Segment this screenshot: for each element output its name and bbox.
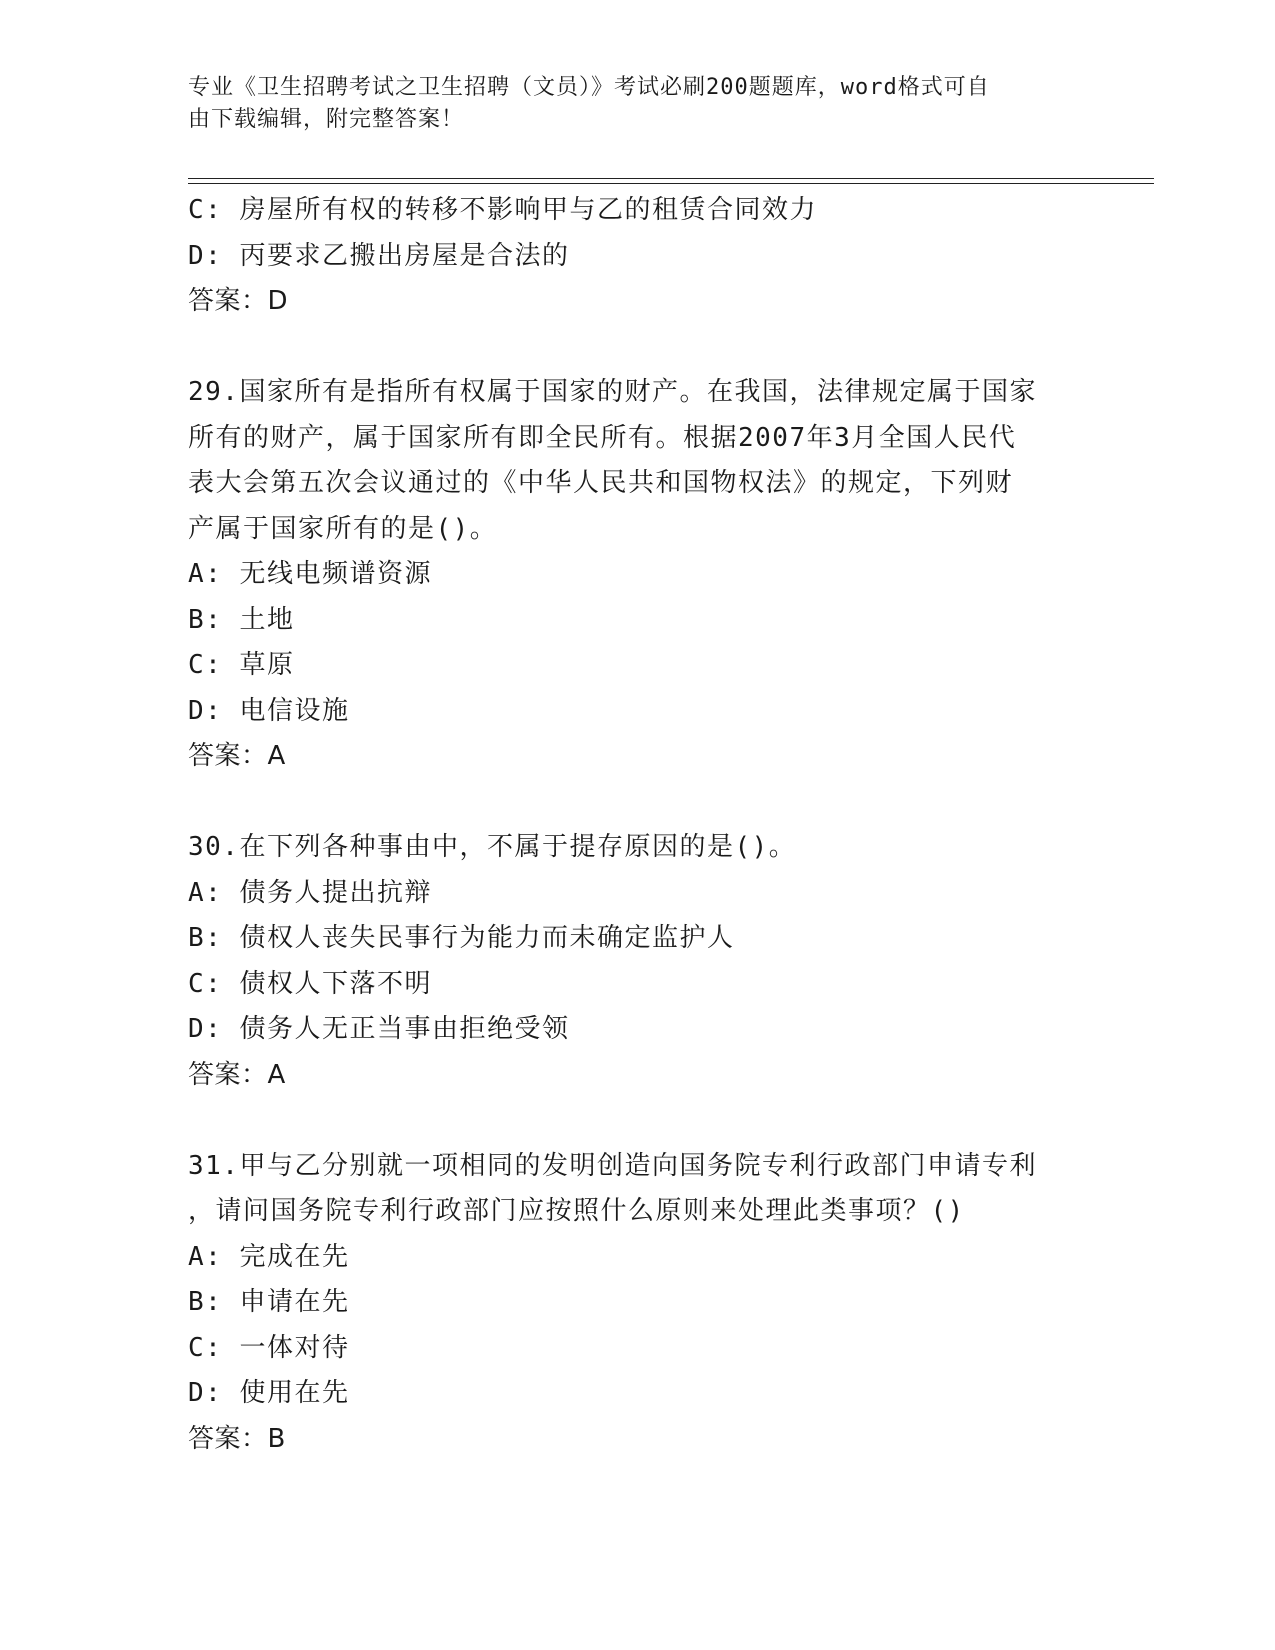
question-text-line: 30.在下列各种事由中，不属于提存原因的是()。 <box>188 832 797 862</box>
option-b: B: 申请在先 <box>188 1287 350 1317</box>
option-b: B: 债权人丧失民事行为能力而未确定监护人 <box>188 923 735 953</box>
spacer <box>188 1098 1088 1144</box>
question-30 <box>188 825 1088 1098</box>
option-c: C: 房屋所有权的转移不影响甲与乙的租赁合同效力 <box>188 195 817 225</box>
header-line-1: 专业《卫生招聘考试之卫生招聘（文员）》考试必刷200题题库，word格式可自 <box>188 75 990 100</box>
option-a: A: 债务人提出抗辩 <box>188 877 432 908</box>
answer-line: 答案：A <box>188 741 286 771</box>
option-d: D: 丙要求乙搬出房屋是合法的 <box>188 240 570 271</box>
option-a: A: 完成在先 <box>188 1241 350 1272</box>
question-text-line: ，请问国务院专利行政部门应按照什么原则来处理此类事项？() <box>188 1196 965 1226</box>
option-d: D: 电信设施 <box>188 695 350 726</box>
header-divider-top <box>188 178 1154 179</box>
spacer <box>188 325 1088 371</box>
answer-line: 答案：B <box>188 1423 286 1454</box>
question-text-line: 29.国家所有是指所有权属于国家的财产。在我国，法律规定属于国家 <box>188 377 1037 407</box>
option-d: D: 使用在先 <box>188 1378 350 1408</box>
header-divider-bottom <box>188 183 1154 184</box>
option-d: D: 债务人无正当事由拒绝受领 <box>188 1014 570 1044</box>
option-c: C: 债权人下落不明 <box>188 968 432 999</box>
header-line-2: 由下载编辑，附完整答案！ <box>188 107 465 132</box>
previous-question-tail <box>188 188 1088 325</box>
question-31 <box>188 1144 1088 1463</box>
question-text-line: 表大会第五次会议通过的《中华人民共和国物权法》的规定，下列财 <box>188 468 1014 498</box>
option-b: B: 土地 <box>188 604 295 635</box>
option-c: C: 一体对待 <box>188 1332 350 1363</box>
option-a: A: 无线电频谱资源 <box>188 559 432 589</box>
spacer <box>188 780 1088 826</box>
answer-line: 答案：D <box>188 286 289 316</box>
document-body <box>188 188 1088 1462</box>
question-text-line: 产属于国家所有的是()。 <box>188 513 498 544</box>
answer-line: 答案：A <box>188 1059 286 1090</box>
document-header <box>188 72 1068 136</box>
question-29 <box>188 370 1088 780</box>
option-c: C: 草原 <box>188 650 295 680</box>
question-text-line: 31.甲与乙分别就一项相同的发明创造向国务院专利行政部门申请专利 <box>188 1150 1037 1181</box>
question-text-line: 所有的财产，属于国家所有即全民所有。根据2007年3月全国人民代 <box>188 422 1017 453</box>
